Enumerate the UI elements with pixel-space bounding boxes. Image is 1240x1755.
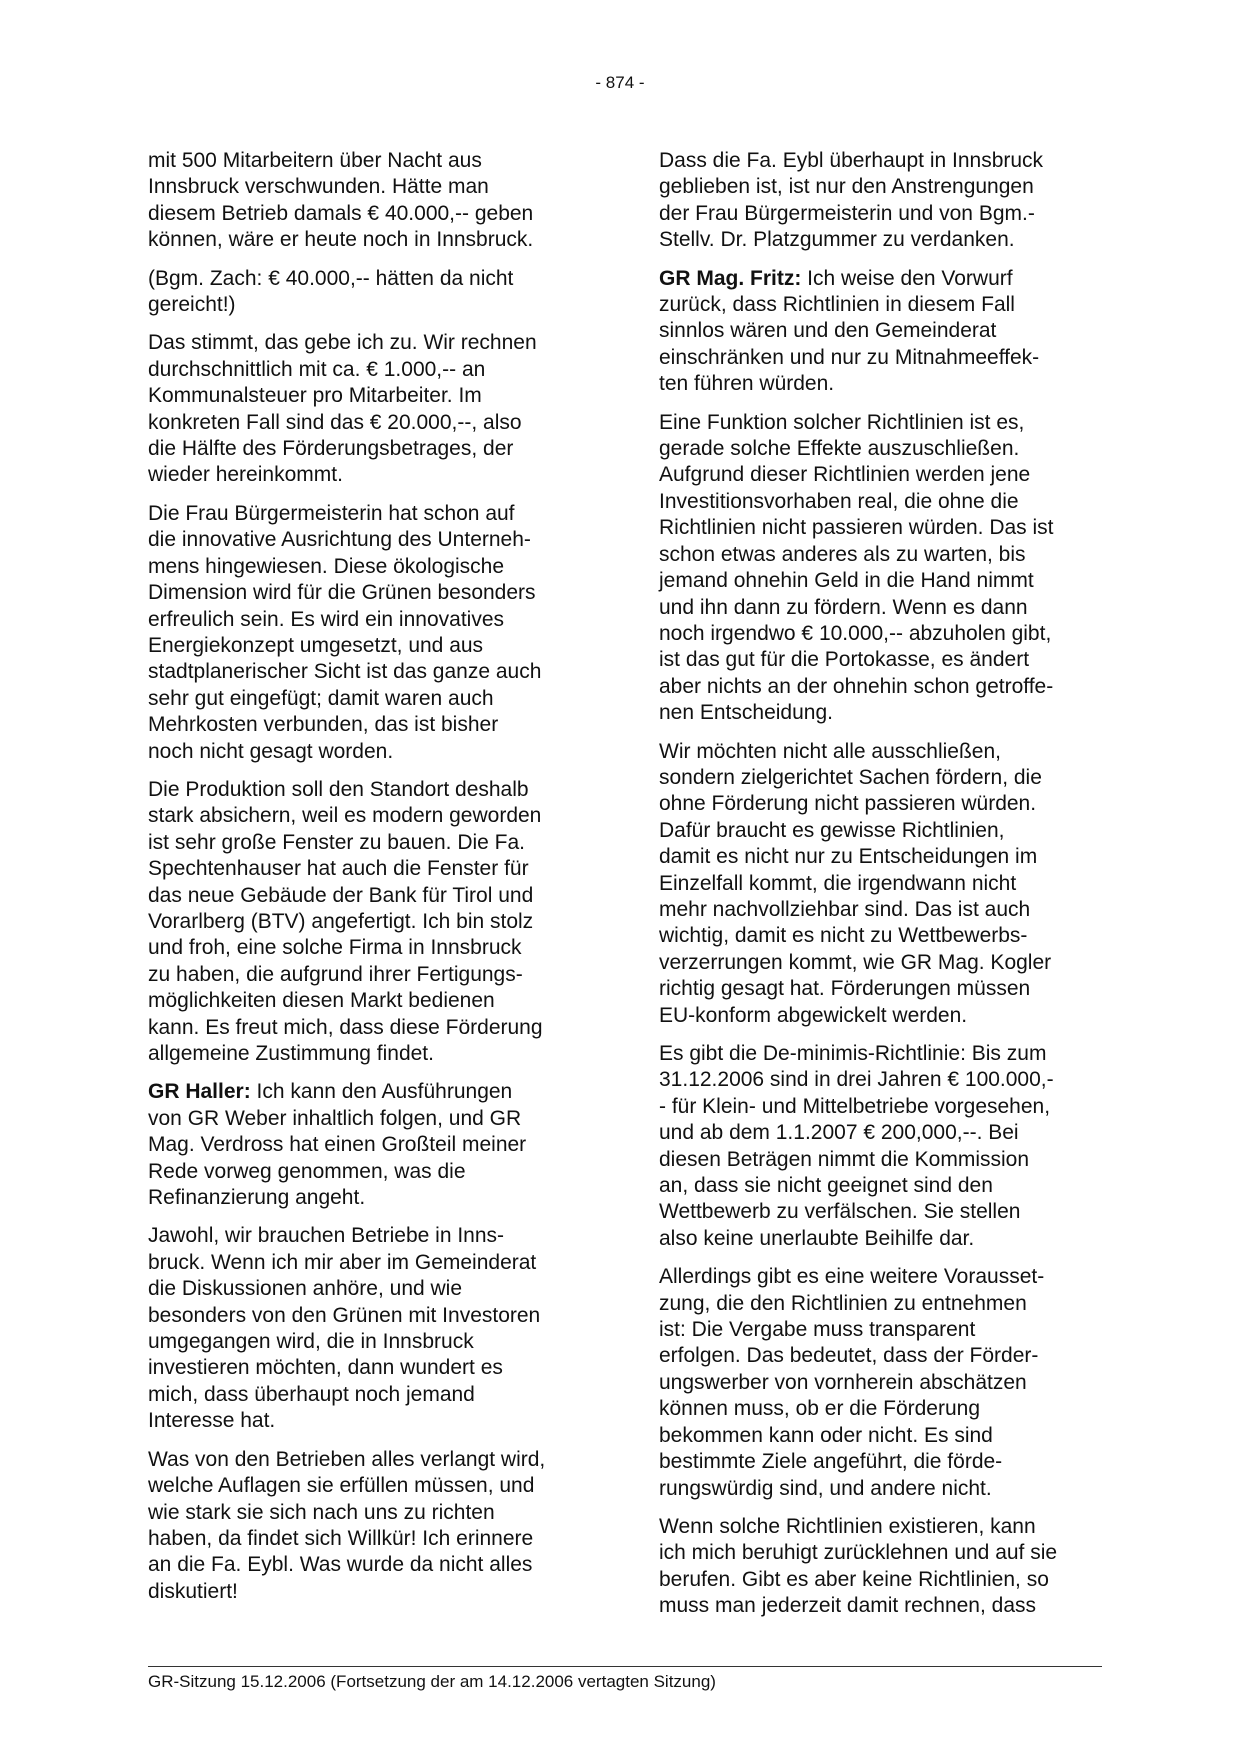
paragraph: Jawohl, wir brauchen Betriebe in Inns- bruck. Wenn ich mir aber im Gemeinderat die Diskussionen anhöre, und wie besonders von den Grünen mit Investoren umgegangen wird, die in Innsbruck investieren möchten, dann wundert es mich, dass überhaupt noch jemand Interesse hat. (148, 1224, 541, 1433)
paragraph: Die Frau Bürgermeisterin hat schon auf die innovative Ausrichtung des Unterneh- mens hingewiesen. Diese ökologische Dimension wird für die Grünen besonders erfreulich sein. Es wird ein innovatives Energiekonzept umgesetzt, und aus stadtplanerischer Sicht ist das ganze auch sehr gut eingefügt; damit waren auch Mehrkosten verbunden, das ist bisher noch nicht gesagt worden. (148, 501, 542, 763)
right-column (659, 148, 1105, 1632)
paragraph (659, 266, 1105, 398)
paragraph: Das stimmt, das gebe ich zu. Wir rechnen durchschnittlich mit ca. € 1.000,-- an Kommunalsteuer pro Mitarbeiter. Im konkreten Fall sind das € 20.000,--, also die Hälfte des Förderungsbetrages, der wieder hereinkommt. (148, 331, 537, 487)
paragraph: Wenn solche Richtlinien existieren, kann ich mich beruhigt zurücklehnen und auf sie berufen. Gibt es aber keine Richtlinien, so muss man jederzeit damit rechnen, dass (659, 1514, 1058, 1618)
speech-text: Ich kann den Ausführungen von GR Weber inhaltlich folgen, und GR Mag. Verdross hat einen Großteil meiner Rede vorweg genommen, was die Refinanzierung angeht. (148, 1080, 527, 1210)
left-column (148, 148, 594, 1617)
speaker-name: GR Haller: (148, 1080, 251, 1104)
paragraph: Es gibt die De-minimis-Richtlinie: Bis zum 31.12.2006 sind in drei Jahren € 100.000,- - für Klein- und Mittelbetriebe vorgesehen, und ab dem 1.1.2007 € 200,000,--. Bei diesen Beträgen nimmt die Kommission an, dass sie nicht geeignet sind den Wettbewerb zu verfälschen. Sie stellen also keine unerlaubte Beihilfe dar. (659, 1042, 1054, 1250)
paragraph: (Bgm. Zach: € 40.000,-- hätten da nicht gereicht!) (148, 266, 514, 317)
speaker-name: GR Mag. Fritz: (659, 266, 802, 290)
speech-text: Ich weise den Vorwurf zurück, dass Richtlinien in diesem Fall sinnlos wären und den Gemeinderat einschränken und nur zu Mitnahmeeffek- ten führen würden. (659, 266, 1040, 396)
paragraph: Die Produktion soll den Standort deshalb stark absichern, weil es modern geworden ist sehr große Fenster zu bauen. Die Fa. Spechtenhauser hat auch die Fenster für das neue Gebäude der Bank für Tirol und Vorarlberg (BTV) angefertigt. Ich bin stolz und froh, eine solche Firma in Innsbruck zu haben, die aufgrund ihrer Fertigungs- möglichkeiten diesen Markt bedienen kann. Es freut mich, dass diese Förderung allgemeine Zustimmung findet. (148, 777, 543, 1065)
paragraph: Wir möchten nicht alle ausschließen, sondern zielgerichtet Sachen fördern, die ohne Förderung nicht passieren würden. Dafür braucht es gewisse Richtlinien, damit es nicht nur zu Entscheidungen im Einzelfall kommt, die irgendwann nicht mehr nachvollziehbar sind. Das ist auch wichtig, damit es nicht zu Wettbewerbs- verzerrungen kommt, wie GR Mag. Kogler richtig gesagt hat. Förderungen müssen EU-konform abgewickelt werden. (659, 739, 1052, 1027)
paragraph: Was von den Betrieben alles verlangt wird, welche Auflagen sie erfüllen müssen, und wie stark sie sich nach uns zu richten haben, da findet sich Willkür! Ich erinnere an die Fa. Eybl. Was wurde da nicht alles diskutiert! (148, 1447, 546, 1603)
paragraph: Allerdings gibt es eine weitere Vorausset- zung, die den Richtlinien zu entnehmen ist: Die Vergabe muss transparent erfolgen. Das bedeutet, dass der Förder- ungswerber von vornherein abschätzen können muss, ob er die Förderung bekommen kann oder nicht. Es sind bestimmte Ziele angeführt, die förde- rungswürdig sind, und andere nicht. (659, 1265, 1045, 1500)
page-number: - 874 - (595, 73, 645, 92)
footer-divider (148, 1666, 1102, 1667)
paragraph: Dass die Fa. Eybl überhaupt in Innsbruck geblieben ist, ist nur den Anstrengungen der Frau Bürgermeisterin und von Bgm.- Stellv. Dr. Platzgummer zu verdanken. (659, 149, 1044, 252)
paragraph: mit 500 Mitarbeitern über Nacht aus Innsbruck verschwunden. Hätte man diesem Betrieb damals € 40.000,-- geben können, wäre er heute noch in Innsbruck. (148, 149, 534, 252)
paragraph: Eine Funktion solcher Richtlinien ist es, gerade solche Effekte auszuschließen. Aufgrund dieser Richtlinien werden jene Investitionsvorhaben real, die ohne die Richtlinien nicht passieren würden. Das ist schon etwas anderes als zu warten, bis jemand ohnehin Geld in die Hand nimmt und ihn dann zu fördern. Wenn es dann noch irgendwo € 10.000,-- abzuholen gibt, ist das gut für die Portokasse, es ändert aber nichts an der ohnehin schon getroffe- nen Entscheidung. (659, 410, 1054, 725)
paragraph (148, 1079, 594, 1211)
footer-text: GR-Sitzung 15.12.2006 (Fortsetzung der am 14.12.2006 vertagten Sitzung) (148, 1672, 716, 1691)
